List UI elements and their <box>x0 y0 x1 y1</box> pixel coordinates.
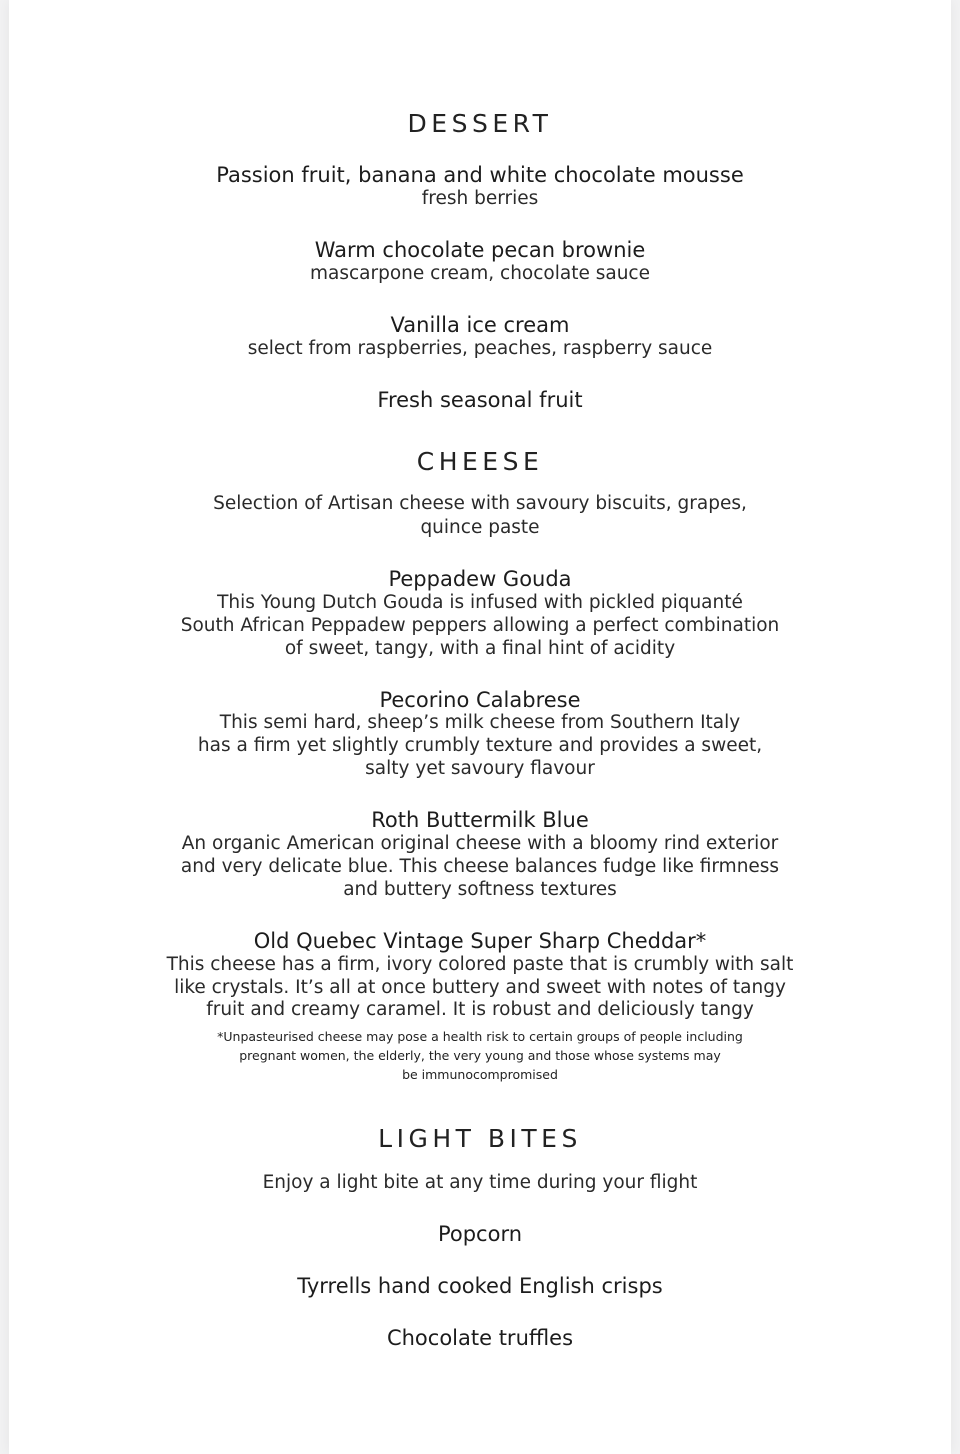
dessert-item-title: Fresh seasonal fruit <box>377 388 583 412</box>
cheese-item-desc: and very delicate blue. This cheese balances fudge like firmness <box>180 856 780 877</box>
cheese-item-desc: This semi hard, sheep’s milk cheese from Southern Italy <box>219 712 741 733</box>
cheese-item-desc: like crystals. It’s all at once buttery and sweet with notes of tangy <box>174 977 786 998</box>
cheese-heading: CHEESE <box>416 447 544 476</box>
cheese-item-title: Pecorino Calabrese <box>379 688 581 712</box>
cheese-item-desc: has a firm yet slightly crumbly texture and provides a sweet, <box>197 735 763 756</box>
cheese-footnote: pregnant women, the elderly, the very young and those whose systems may <box>239 1048 721 1063</box>
dessert-item-desc: select from raspberries, peaches, raspberry sauce <box>247 338 713 359</box>
cheese-item-desc: This cheese has a firm, ivory colored paste that is crumbly with salt <box>166 954 794 975</box>
cheese-item-desc: An organic American original cheese with a bloomy rind exterior <box>181 833 779 854</box>
dessert-item-title: Passion fruit, banana and white chocolate mousse <box>216 163 744 187</box>
cheese-item-title: Roth Buttermilk Blue <box>371 808 589 832</box>
cheese-item-desc: fruit and creamy caramel. It is robust and deliciously tangy <box>206 999 754 1020</box>
light-bites-heading: LIGHT BITES <box>378 1124 582 1153</box>
dessert-item-desc: mascarpone cream, chocolate sauce <box>310 263 650 284</box>
light-bites-item: Popcorn <box>437 1222 523 1246</box>
cheese-item-title: Peppadew Gouda <box>388 567 572 591</box>
light-bites-item: Tyrrells hand cooked English crisps <box>297 1274 663 1298</box>
light-bites-intro: Enjoy a light bite at any time during your flight <box>262 1172 698 1193</box>
cheese-item-desc: South African Peppadew peppers allowing a perfect combination <box>180 615 780 636</box>
cheese-item-desc: of sweet, tangy, with a final hint of acidity <box>284 638 676 659</box>
dessert-item-desc: fresh berries <box>421 188 539 209</box>
cheese-intro-line: Selection of Artisan cheese with savoury biscuits, grapes, <box>213 493 747 514</box>
cheese-item-desc: and buttery softness textures <box>343 879 617 900</box>
light-bites-item: Chocolate truffles <box>386 1326 574 1350</box>
cheese-intro-line: quince paste <box>420 517 540 538</box>
cheese-item-title: Old Quebec Vintage Super Sharp Cheddar* <box>253 929 707 953</box>
dessert-item-title: Vanilla ice cream <box>390 313 570 337</box>
dessert-heading: DESSERT <box>407 109 553 138</box>
cheese-item-desc: This Young Dutch Gouda is infused with pickled piquanté <box>217 592 743 613</box>
cheese-footnote: *Unpasteurised cheese may pose a health risk to certain groups of people including <box>217 1029 743 1044</box>
cheese-footnote: be immunocompromised <box>402 1067 558 1082</box>
cheese-item-desc: salty yet savoury flavour <box>365 758 595 779</box>
dessert-item-title: Warm chocolate pecan brownie <box>314 238 646 262</box>
